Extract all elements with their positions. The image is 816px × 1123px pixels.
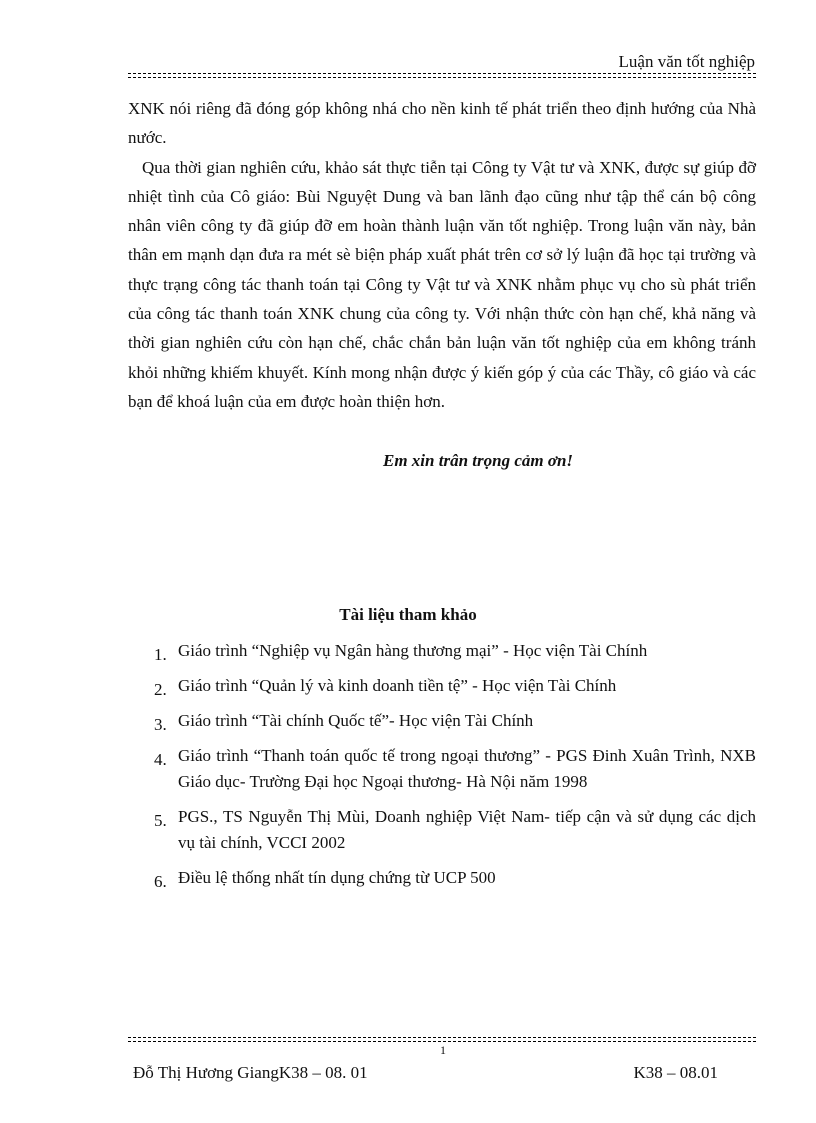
body-text (128, 94, 756, 416)
references-list (148, 638, 756, 900)
paragraph: Qua thời gian nghiên cứu, khảo sát thực tiễn tại Công ty Vật tư và XNK, được sự giúp đỡ nhiệt tình của Cô giáo: Bùi Nguyệt Dung và ban lãnh đạo cũng như tập thể cán bộ công nhân viên công ty đã giúp đỡ em hoàn thành luận văn tốt nghiệp. Trong luận văn này, bản thân em mạnh dạn đưa ra mét sè biện pháp xuất phát trên cơ sở lý luận đã học tại trường và thực trạng công tác thanh toán tại Công ty Vật tư và XNK nhằm phục vụ cho sù phát triển của công tác thanh toán XNK chung của công ty. Với nhận thức còn hạn chế, khả năng và thời gian nghiên cứu còn hạn chế, chắc chắn bản luận văn tốt nghiệp của em không tránh khỏi những khiếm khuyết. Kính mong nhận được ý kiến góp ý của các Thầy, cô giáo và các bạn để khoá luận của em được hoàn thiện hơn. (128, 157, 756, 411)
paragraph: XNK nói riêng đã đóng góp không nhá cho nền kinh tế phát triển theo định hướng của Nhà nước. (128, 99, 756, 148)
footer-class-code: K38 – 08.01 (633, 1063, 718, 1082)
header-divider (128, 77, 756, 78)
reference-item: 2. Giáo trình “Quản lý và kinh doanh tiền tệ” - Học viện Tài Chính (154, 676, 617, 699)
footer-author: Đỗ Thị Hương GiangK38 – 08. 01 (133, 1063, 368, 1082)
reference-item: 6. Điều lệ thống nhất tín dụng chứng từ UCP 500 (154, 868, 496, 891)
reference-item: 3. Giáo trình “Tài chính Quốc tế”- Học viện Tài Chính (154, 711, 534, 734)
thanks-line: Em xin trân trọng cảm ơn! (383, 451, 574, 470)
footer-divider (128, 1041, 756, 1042)
reference-item: 1. Giáo trình “Nghiệp vụ Ngân hàng thương mại” - Học viện Tài Chính (154, 641, 648, 664)
page-number: 1 (440, 1043, 446, 1057)
references-heading: Tài liệu tham khảo (339, 605, 477, 624)
reference-item: 4. Giáo trình “Thanh toán quốc tế trong ngoại thương” - PGS Đinh Xuân Trình, NXB Giáo dục- Trường Đại học Ngoại thương- Hà Nội năm 1998 (154, 746, 756, 791)
running-header: Luận văn tốt nghiệp (618, 52, 755, 71)
footer-divider (128, 1037, 756, 1038)
reference-item: 5. PGS., TS Nguyễn Thị Mùi, Doanh nghiệp Việt Nam- tiếp cận và sử dụng các dịch vụ tài chính, VCCI 2002 (154, 807, 756, 852)
header-divider (128, 73, 756, 74)
